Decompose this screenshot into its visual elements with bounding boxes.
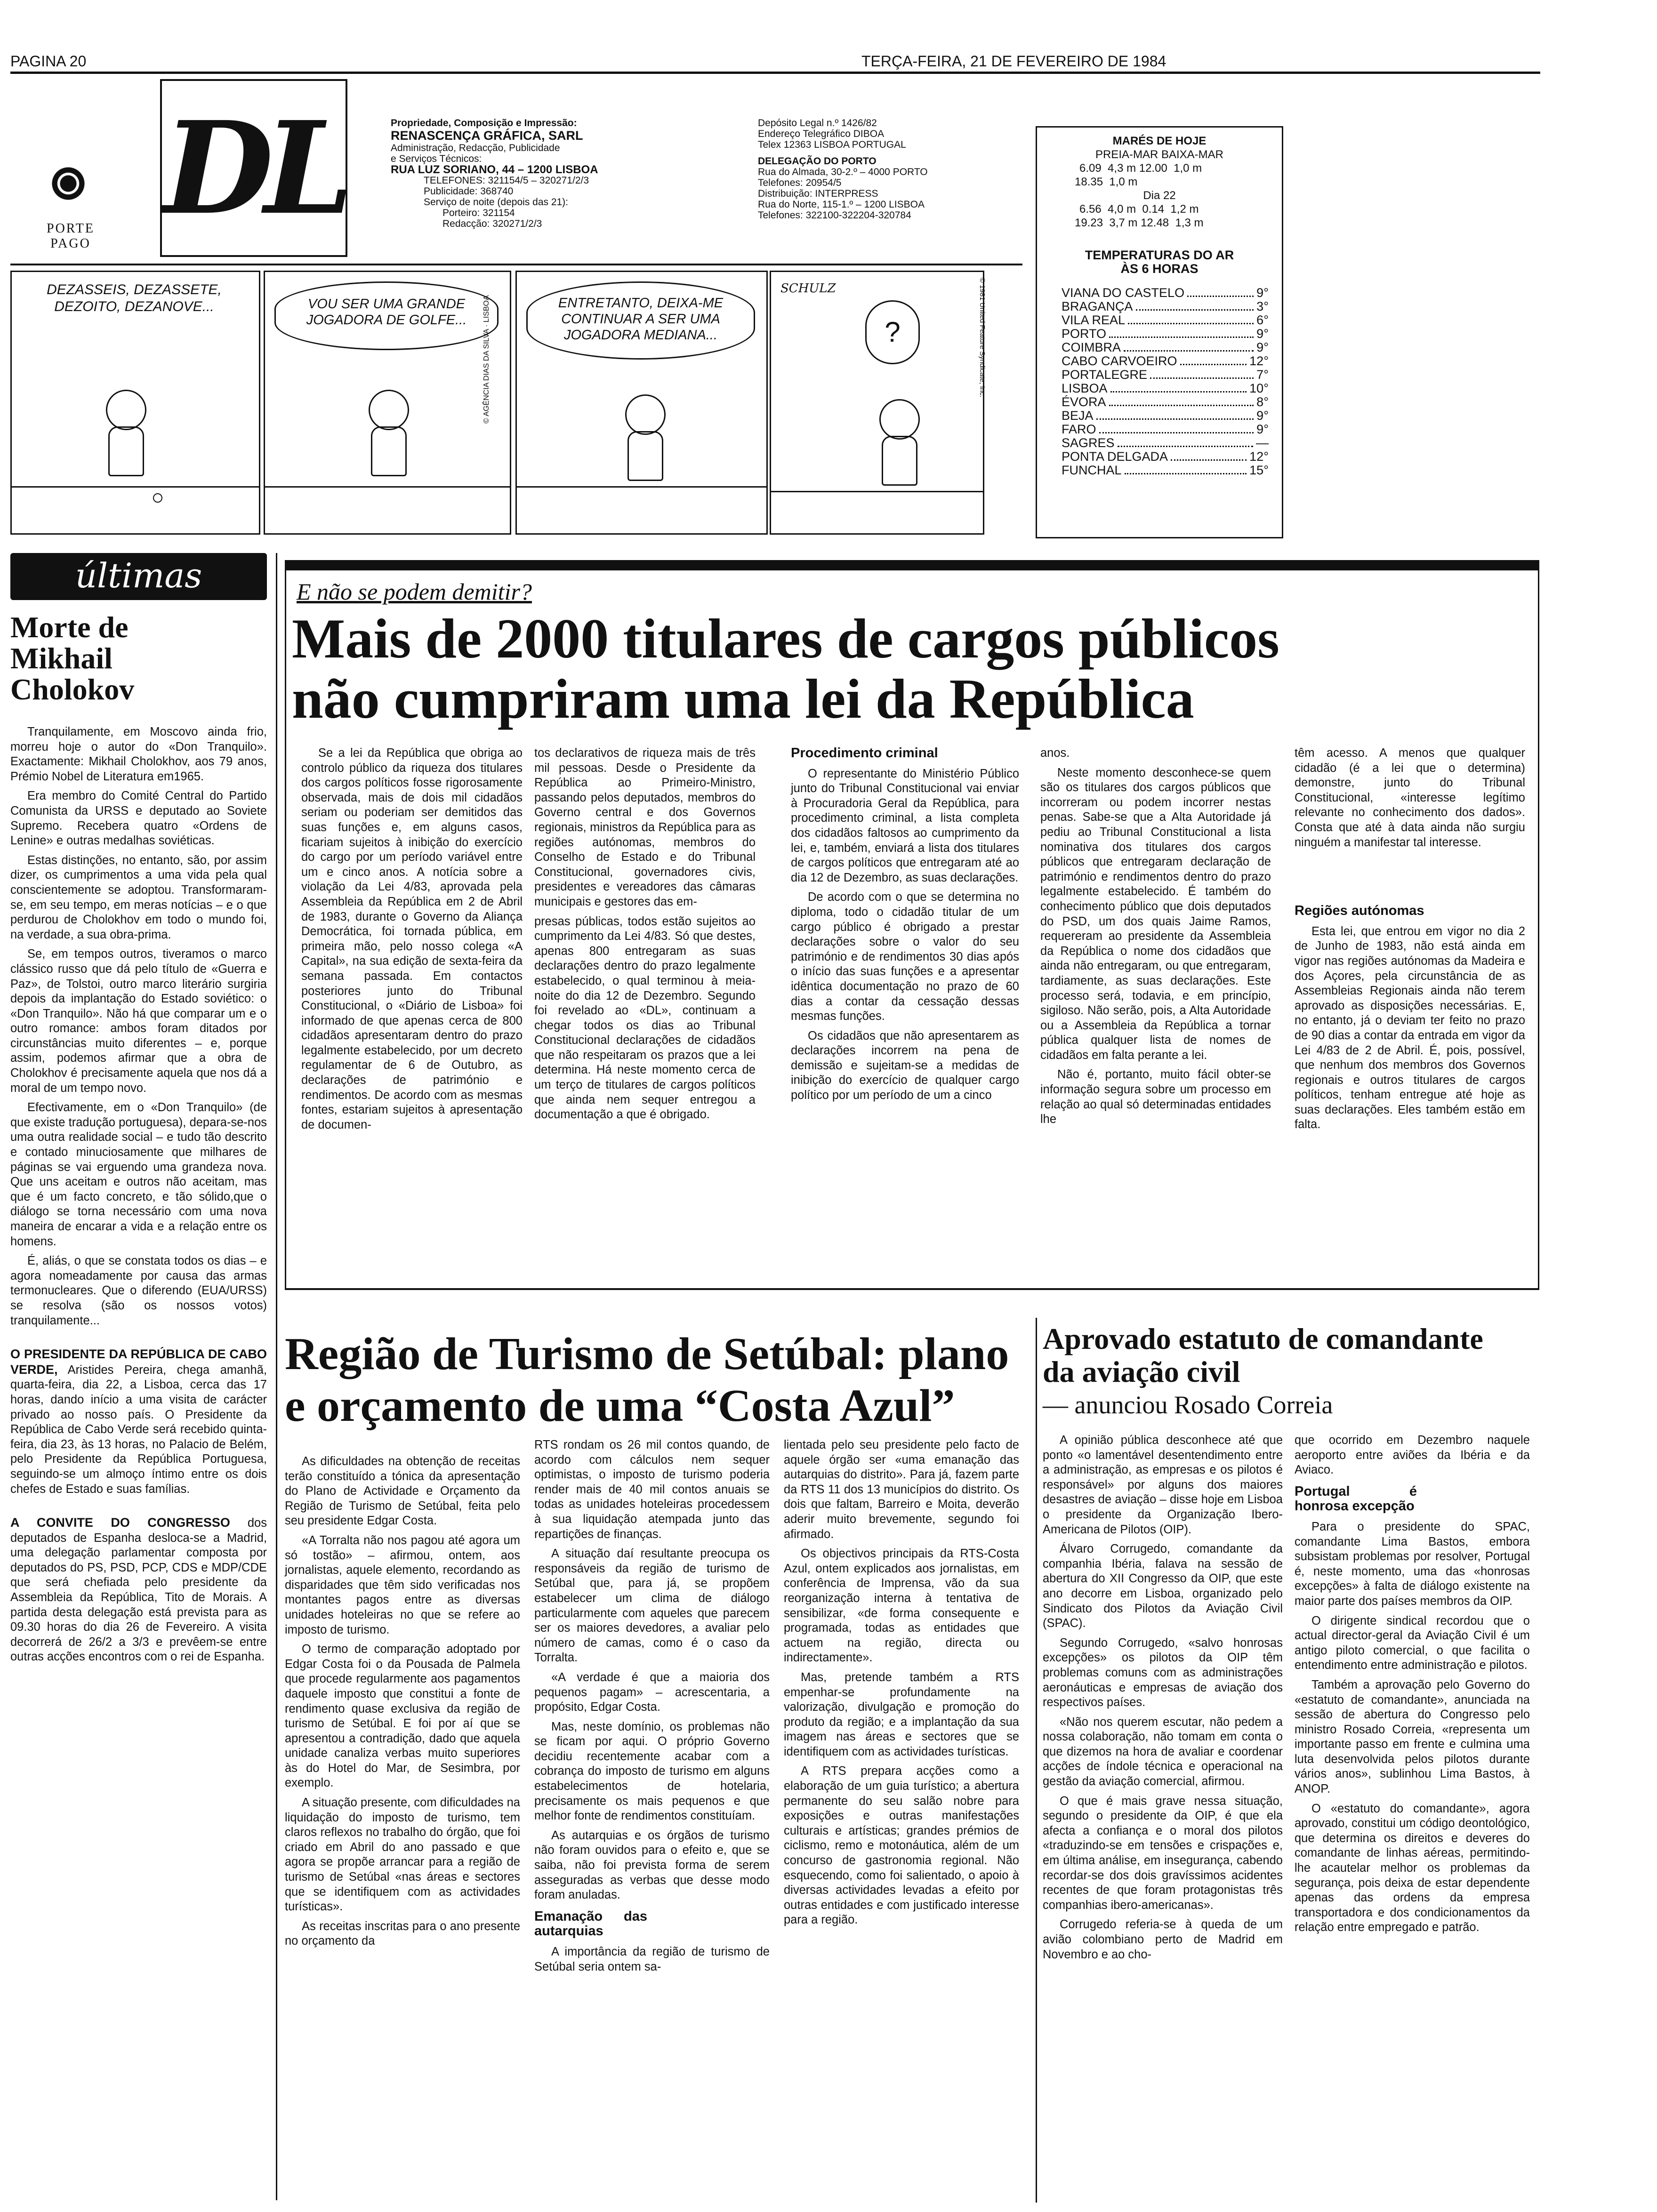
aviacao-paragraph: «Não nos querem escutar, não pedem a nossa colaboração, não tomam em conta o que dizemos na hora de avaliar e coordenar acções de índole técnica e operacional na gestão da aviação comercial, afirmou. [1043,1715,1283,1788]
city-name: CABO CARVOEIRO [1062,354,1177,368]
ownership-line: Redacção: 320271/2/3 [442,218,542,229]
city-name: FUNCHAL [1062,463,1122,477]
turismo-paragraph: A RTS prepara acções como a elaboração de um guia turístico; a abertura permanente do seu salão nobre para exposições e outras manifestações culturais e artísticas; grandes prémios de ciclismo, remo e motonáutica, além de um concurso de gastronomia regional. Não esquecendo, como foi salientado, o apoio à diversas actividades levadas a efeito por outras entidades e com justificado interesse para a região. [784,1764,1019,1927]
temperature-value: 9° [1256,340,1269,354]
lead-headline-2: não cumpriram uma lei da República [292,667,1194,730]
comic-panel-2 [264,271,511,535]
comic-copyright: © 1981 United Feature Syndicate, Inc. [978,278,986,398]
tide-row: 6.56 4,0 m 0.14 1,2 m [1079,203,1199,216]
turismo-paragraph: Mas, pretende também a RTS empenhar-se profundamente na valorização, divulgação e promoção do produto da região; e a implantação da sua imagem nas áreas e sectores que se identifiquem com as actividades turísticas. [784,1670,1019,1758]
city-name: PORTALEGRE [1062,368,1148,382]
ultimas-column [10,725,267,1669]
contact-line: Rua do Almada, 30-2.º – 4000 PORTO [758,167,928,177]
masthead-logo-box [160,79,347,257]
ownership-line: e Serviços Técnicos: [391,153,482,164]
turismo-paragraph: O termo de comparação adoptado por Edgar Costa foi o da Pousada de Palmela que procede regularmente aos pagamentos daquele imposto que constitui a fonte de rendimento quase exclusiva da região de turismo de Setúbal. E foi por aí que se apresentou a contradição, dado que aquela unidade canaliza verbas muito superiores às do Hotel do Mar, de Sesimbra, por exemplo. [285,1643,520,1790]
contact-line: Rua do Norte, 115-1.º – 1200 LISBOA [758,199,925,210]
temperature-row [1062,286,1269,300]
leader-dots [1187,296,1254,297]
temperature-value: 7° [1256,368,1269,382]
ultimas-paragraph: É, aliás, o que se constata todos os dias – e agora nomeadamente por causa das armas termonucleares. Que o diferendo (EUA/URSS) se resolva (são os nossos votos) tranquilamente... [10,1254,267,1327]
leader-dots [1110,391,1247,393]
contact-line: Endereço Telegráfico DIBOA [758,128,885,139]
aviacao-paragraph: Para o presidente do SPAC, comandante Lima Bastos, embora subsistam problemas por resolver, Portugal é, neste momento, uma das «honrosas excepções» à falta de diálogo existente na maior parte dos países membros da OIP. [1295,1520,1530,1608]
turismo-paragraph: «A Torralta não nos pagou até agora um só tostão» – afirmou, ontem, aos jornalistas, aquele elemento, recordando as disparidades que têm sido verificadas nos montantes pagos entre as diversas unidades hoteleiras no que se refere ao imposto de turismo. [285,1533,520,1636]
city-name: SAGRES [1062,436,1115,450]
turismo-paragraph: As dificuldades na obtenção de receitas terão constituído a tónica da apresentação do Plano de Actividade e Orçamento da Região de Turismo de Setúbal, feita pelo seu presidente Edgar Costa. [285,1455,520,1528]
leader-dots [1118,446,1253,447]
comic-text-2: VOU SER UMA GRANDE JOGADORA DE GOLFE... [306,297,467,328]
ball-icon [153,493,162,503]
lead-paragraph: tos declarativos de riqueza mais de três mil pessoas. Desde o Presidente da República ao Primeiro-Ministro, passando pelos deputados, membros do Governo central e dos Governos regionais, ministros da República para as regiões autónomas, membros do Conselho de Estado e do Tribunal Constitucional, governadores civis, presidentes e vereadores das câmaras municipais e gestores das em- [534,746,756,908]
temperature-row [1062,300,1269,313]
aviacao-subhead: Portugal é honrosa excepção [1295,1483,1417,1514]
aviacao-headline-2: da aviação civil [1043,1355,1240,1388]
contact-info [758,118,1040,221]
comic-side-credit: © AGÊNCIA DIAS DA SILVA · LISBOA [483,295,491,424]
comic-signature: SCHULZ [780,281,836,296]
city-name: BEJA [1062,409,1094,423]
ultimas-paragraph: Efectivamente, em o «Don Tranquilo» (de que existe tradução portuguesa), depara-se-nos uma outra realidade social – e tudo tão descrito e contado minuciosamente que milhares de páginas se vai erguendo uma grandeza nova. Que uns aceitam e outros não aceitam, mas que é um facto concreto, e tão sólido,que o diálogo se torna necessário com uma nova maneira de encarar a vida e a relação entre os homens. [10,1101,267,1248]
ultimas-item-lead: O PRESIDENTE DA REPÚBLICA DE CABO VERDE, [10,1347,267,1377]
leader-dots [1124,350,1254,352]
character-body [882,436,917,486]
character-body [371,426,407,476]
lead-col-3 [791,746,1019,1108]
aviacao-paragraph: Corrugedo referia-se à queda de um avião colombiano perto de Madrid em Novembro e ao cho- [1043,1918,1283,1961]
ownership-line: Administração, Redacção, Publicidade [391,143,560,153]
lead-bottom-rule [285,1288,1539,1290]
contact-line: Distribuição: INTERPRESS [758,188,878,199]
ultimas-item [10,1515,267,1665]
grass-line [517,486,766,488]
contact-line: Telefones: 20954/5 [758,177,842,188]
aviacao-headline-1: Aprovado estatuto de comandante [1043,1322,1483,1355]
aviacao-paragraph: Também a aprovação pelo Governo do «estatuto de comandante», anunciada na sessão de abertura do Congresso pelo ministro Rosado Correia, «representa um importante passo em frente e culmina uma luta desenvolvida pelos pilotos durante vários anos», sublinhou Lima Bastos, à ANOP. [1295,1678,1530,1796]
temperature-value: 9° [1256,327,1269,341]
weather-box [1036,126,1283,538]
lead-subhead: Procedimento criminal [791,745,938,761]
contact-line: Telex 12363 LISBOA PORTUGAL [758,139,906,150]
comic-panel-4 [770,271,984,535]
aviacao-subtitle: — anunciou Rosado Correia [1043,1391,1333,1419]
ultimas-label: últimas [75,556,202,595]
ownership-line: TELEFONES: 321154/5 – 320271/2/3 [424,175,589,186]
leader-dots [1136,309,1254,311]
city-name: VILA REAL [1062,313,1126,327]
turismo-paragraph: Mas, neste domínio, os problemas não se ficam por aqui. O próprio Governo decidiu recentemente acabar com a cobrança do imposto de turismo em alguns estabelecimentos de hotelaria, precisamente os mais pequenos e que melhor fonte de rendimentos constituíam. [534,1720,770,1823]
ownership-line: Serviço de noite (depois das 21): [424,197,569,208]
temperature-value: — [1256,436,1269,450]
turismo-subhead: Emanação das autarquias [534,1908,647,1939]
temperature-row [1062,464,1269,477]
turismo-paragraph: As receitas inscritas para o ano presente no orçamento da [285,1919,520,1948]
ownership-line: Publicidade: 368740 [424,186,514,197]
turismo-paragraph: A situação presente, com dificuldades na liquidação do imposto de turismo, tem claros reflexos no trabalho do órgão, que foi criado em Abril do ano passado e que agora se propõe arrancar para a região de turismo de Setúbal «nas áreas e sectores que se identifiquem com as actividades turísticas». [285,1796,520,1914]
ownership-info [391,118,720,229]
turismo-paragraph: A situação daí resultante preocupa os responsáveis da região de turismo de Setúbal que, para já, se propõem estabelecer um clima de diálogo particularmente com aqueles que parecem ser os maiores devedores, a avaliar pelo número de camas, como é o caso da Torralta. [534,1547,770,1665]
temperature-row [1062,327,1269,341]
masthead-bottom-rule [10,264,1022,265]
lead-kicker: E não se podem demitir? [297,578,532,605]
tides-subtitle: PREIA-MAR BAIXA-MAR [1095,148,1224,161]
comic-text-1: DEZASSEIS, DEZASSETE, DEZOITO, DEZANOVE... [47,282,222,314]
ultimas-item-text: dos deputados de Espanha desloca-se a Madrid, uma delegação parlamentar composta por deputados do PS, PSD, PCP, CDS e MDP/CDE que será chefiada pelo presidente da Assembleia da República, Tito de Morais. A partida desta delegação está prevista para as 09.30 horas do dia 26 de Fevereiro. A visita decorrerá de 26/2 a 3/3 e prevêem-se entre outras acções encontros com o rei de Espanha. [10,1516,267,1664]
comic-panel-1 [10,271,260,535]
comic-bubble-2 [274,281,499,350]
issue-date: TERÇA-FEIRA, 21 DE FEVEREIRO DE 1984 [861,53,1166,70]
city-name: PONTA DELGADA [1062,449,1168,464]
temperature-value: 12° [1249,449,1269,464]
leader-dots [1125,473,1247,474]
leader-dots [1128,323,1254,324]
temperature-row [1062,395,1269,409]
turismo-col-3 [784,1438,1019,1932]
aviacao-paragraph: O que é mais grave nessa situação, segundo o presidente da OIP, é que ela afecta a confiança e o moral dos pilotos «traduzindo-se em tensões e crispações e, em última análise, em insegurança, cabendo recordar-se dos dois gravíssimos acidentes recentes de que foram protagonistas três companhias ibero-americanas». [1043,1794,1283,1912]
lead-paragraph: O representante do Ministério Público junto do Tribunal Constitucional vai enviar à Procuradoria Geral da República, para procedimento criminal, a lista completa dos cidadãos faltosos ao cumprimento da lei, e, também, enviará a lista dos titulares de cargos políticos que entregaram até ao dia 12 de Dezembro, as suas declarações. [791,767,1019,884]
lead-paragraph: Neste momento desconhece-se quem são os titulares dos cargos públicos que incorreram ou podem incorrer nestas penas. Sabe-se que a Alta Autoridade já pediu ao Tribunal Constitucional a lista nominativa dos titulares dos cargos públicos que entregaram declaração de património e rendimentos dentro do prazo legalmente estabelecido. É também do conhecimento público que dois deputados do PSD, um dos quais Jaime Ramos, requereram ao presidente da Assembleia da República o nome dos cidadãos que ainda não entregaram, ou que entregaram, tardiamente, as suas declarações. Este processo será, todavia, e em princípio, sigiloso. Não serão, pois, a Alta Autoridade ou a Assembleia da República a tornar pública qualquer lista de nomes de cidadãos em falta perante a lei. [1040,766,1271,1062]
leader-dots [1150,377,1254,379]
lead-right-rule [1538,560,1539,1290]
lead-col-2 [534,746,756,1127]
leader-dots [1171,459,1247,461]
aviacao-col-1 [1043,1433,1283,1967]
aviacao-paragraph: Álvaro Corrugedo, comandante da companhia Ibéria, falava na sessão de abertura do XII Congresso da OIP, que este ano decorre em Lisboa, organizado pelo Sindicato dos Pilotos da Aviação Civil (SPAC). [1043,1542,1283,1630]
turismo-headline-1: Região de Turismo de Setúbal: plano [285,1329,1009,1379]
temperature-row [1062,409,1269,423]
ultimas-item-text: Aristides Pereira, chega amanhã, quarta-feira, dia 22, a Lisboa, cerca das 17 horas, dando início a uma visita de carácter privado ao nosso país. O Presidente da República de Cabo Verde será recebido quinta-feira, dia 23, às 13 horas, no Palacio de Belém, pelo Presidente da República Portuguesa, seguindo-se um almoço íntimo entre os dois chefes de Estado e suas famílias. [10,1363,267,1496]
turismo-paragraph: Os objectivos principais da RTS-Costa Azul, ontem explicados aos jornalistas, em conferência de Imprensa, vão da sua reorganização interna à tentativa de sensibilizar, «de forma consequente e programada, todas as entidades que actuem na região, directa ou indirectamente». [784,1547,1019,1665]
lead-paragraph: Não é, portanto, muito fácil obter-se informação segura sobre um processo em relação ao qual só determinadas entidades lhe [1040,1068,1271,1126]
turismo-paragraph: «A verdade é que a maioria dos pequenos pagam» – acrescentaria, a propósito, Edgar Costa. [534,1670,770,1714]
comic-panel-3 [515,271,768,535]
character-figure [106,390,146,430]
tide-row: 19.23 3,7 m 12.48 1,3 m [1075,216,1204,229]
temperature-value: 3° [1256,299,1269,313]
turismo-paragraph: A importância da região de turismo de Setúbal seria ontem sa- [534,1945,770,1973]
temperature-value: 12° [1249,354,1269,368]
tide-row: Dia 22 [1143,189,1176,202]
comic-bubble-4 [865,300,920,364]
lead-left-rule [285,560,286,1290]
lead-headline-1: Mais de 2000 titulares de cargos públicos [292,607,1279,670]
contact-line: Telefones: 322100-322204-320784 [758,210,911,221]
leader-dots [1099,432,1254,433]
tides-title: MARÉS DE HOJE [1112,135,1207,147]
temperature-value: 6° [1256,313,1269,327]
lead-paragraph: anos. [1040,746,1070,760]
temperature-row [1062,368,1269,382]
grass-line [265,486,510,488]
city-name: PORTO [1062,327,1107,341]
ultimas-headline: Morte de Mikhail Cholokov [10,610,135,706]
aviacao-paragraph: Segundo Corrugedo, «salvo honrosas excepções» os pilotos da OIP têm problemas comuns com as administrações aeronáuticas e empresas de aviação dos respectivos países. [1043,1636,1283,1709]
tide-row: 6.09 4,3 m 12.00 1,0 m [1079,162,1202,175]
sidebar-divider [276,553,277,2200]
temperature-value: 10° [1249,381,1269,395]
temperature-row [1062,423,1269,436]
ultimas-paragraph: Tranquilamente, em Moscovo ainda frio, morreu hoje o autor do «Don Tranquilo». Exactamente: Mikhail Cholokhov, aos 79 anos, Prémio Nobel de Literatura em1965. [10,725,267,783]
comic-text-4: ? [885,316,901,348]
temperature-row [1062,341,1269,354]
temperature-row [1062,436,1269,450]
ultimas-item [10,1347,267,1497]
crest-icon [49,165,87,202]
ultimas-paragraph: Se, em tempos outros, tiveramos o marco clássico russo que dá pelo título de «Guerra e Paz», de Tolstoi, outro marco literário surgiria depois da implantação do Estado soviético: o «Don Tranquilo». Não há que comparar um e o outro romance: ambos foram ditados por circunstâncias muito diferentes – e, porque assim, podemos afirmar que a obra de Cholokhov é precisamente aquela que nos dá a moral de um tempo novo. [10,947,267,1095]
temperature-row [1062,354,1269,368]
temperature-value: 9° [1256,422,1269,436]
leader-dots [1109,337,1254,338]
aviacao-paragraph: O «estatuto do comandante», agora aprovado, constitui um código deontológico, que determina os direitos e deveres do comandante de linhas aéreas, permitindo-lhe acautelar melhor os problemas da segurança, pois deixa de estar dependente apenas das ordens da empresa transportadora e dos condicionamentos da relação entre empregado e patrão. [1295,1802,1530,1934]
temps-title: TEMPERATURAS DO AR [1085,248,1234,262]
city-name: COIMBRA [1062,340,1121,354]
ownership-line: RENASCENÇA GRÁFICA, SARL [391,128,583,143]
city-name: VIANA DO CASTELO [1062,286,1185,300]
contact-line: Depósito Legal n.º 1426/82 [758,118,877,128]
turismo-paragraph: RTS rondam os 26 mil contos quando, de acordo com cálculos nem sequer optimistas, o imposto de turismo poderia render mais de 40 mil contos anuais se todas as unidades hoteleiras procedessem à sua liquidação atempada junto das repartições de finanças. [534,1438,770,1541]
contact-line: DELEGAÇÃO DO PORTO [758,156,877,167]
city-name: FARO [1062,422,1096,436]
turismo-paragraph: As autarquias e os órgãos de turismo não foram ouvidos para o efeito e, que se saiba, não foi prevista forma de serem asseguradas as verbas que desse modo foram anuladas. [534,1828,770,1902]
character-body [627,431,663,481]
lead-col-4 [1040,746,1271,1132]
temps-subtitle: ÀS 6 HORAS [1120,262,1199,276]
grass-line [12,486,259,488]
temperature-list [1037,286,1282,477]
temperature-value: 9° [1256,286,1269,300]
lead-paragraph: têm acesso. A menos que qualquer cidadão (é a lei que o determina) demonstre, junto do Tribunal Constitucional, «interesse legítimo relevante no conhecimento dos dados». Consta que até à data ainda não surgiu ninguém a manifestar tal interesse. [1295,746,1525,849]
lead-paragraph: De acordo com o que se determina no diploma, todo o cidadão titular de um cargo público é obrigado a prestar declarações sobre o valor do seu património e de rendimentos 30 dias após o início das suas funções e a apresentar idêntica documentação no prazo de 60 dias a contar da cessação dessas mesmas funções. [791,890,1019,1023]
grass-line [771,491,983,492]
logo: DL [163,93,344,243]
header-rule [10,72,1540,74]
lead-col-1 [301,746,523,1137]
lead-paragraph: Esta lei, que entrou em vigor no dia 2 de Junho de 1983, não está ainda em vigor nas regiões autónomas da Madeira e dos Açores, pela circunstância de as Assembleias Regionais ainda não terem aprovado as disposições necessárias. E, no entanto, já o deviam ter feito no prazo de 90 dias a contar da entrada em vigor da Lei 4/83 de 2 de Abril. É, pois, possível, que nenhum dos membros dos Governos regionais e outros titulares de cargos políticos, tenham entregue até hoje as suas declarações. Eles também estão em falta. [1295,924,1525,1131]
temperature-value: 15° [1249,463,1269,477]
turismo-headline-2: e orçamento de uma “Costa Azul” [285,1380,955,1431]
aviacao-paragraph: A opinião pública desconhece até que ponto «o lamentável desentendimento entre a administração, as empresas e os pilotos é responsável» por alguns dos maiores desastres de aviação – disse hoje em Lisboa o presidente da Organização Ibero-Americana de Pilotos (OIP). [1043,1434,1283,1536]
aviacao-divider [1036,1318,1037,2203]
temperature-value: 8° [1256,395,1269,409]
ownership-line: Propriedade, Composição e Impressão: [391,118,577,128]
ultimas-paragraph: Estas distinções, no entanto, são, por assim dizer, os cumprimentos a uma vida pela qual conscientemente se adoptou. Transformaram-se, em seu tempo, em meras notícias – e o que perdurou de Cholokhov em todo o mundo foi, na verdade, a sua obra-prima. [10,853,267,941]
character-figure [369,390,409,430]
character-figure [625,394,666,435]
turismo-paragraph: lientada pelo seu presidente pelo facto de aquele órgão ser «uma emanação das autarquias do distrito». Para já, fazem parte da RTS 11 dos 13 municípios do distrito. Os dois que faltam, Barreiro e Moita, deverão aderir muito brevemente, segundo foi afirmado. [784,1438,1019,1541]
leader-dots [1109,405,1254,406]
lead-paragraph: presas públicas, todos estão sujeitos ao cumprimento da Lei 4/83. Só que destes, apenas 800 entregaram as suas declarações dentro do prazo legalmente estabelecido, o qual terminou à meia-noite do dia 12 de Dezembro. Segundo foi revelado ao «DL», continuam a chegar todos os dias ao Tribunal Constitucional declarações de cidadãos que não respeitaram os prazos que a lei determina. Há neste momento cerca de um terço de titulares de cargos políticos que ainda nem sequer entregou a documentação a que é obrigado. [534,914,756,1122]
ownership-line: RUA LUZ SORIANO, 44 – 1200 LISBOA [391,163,598,176]
temperature-value: 9° [1256,409,1269,423]
city-name: ÉVORA [1062,395,1106,409]
city-name: LISBOA [1062,381,1108,395]
ownership-line: Porteiro: 321154 [442,208,515,218]
lead-paragraph: Se a lei da República que obriga ao controlo público da riqueza dos titulares dos cargos políticos fosse rigorosamente observada, mais de dois mil cidadãos seriam ou poderiam ser demitidos das suas funções e, em alguns casos, ficariam sujeitos à inibição do exercício do cargo por um período variável entre um e cinco anos. A notícia sobre a violação da Lei 4/83, aprovada pela Assembleia da República em 2 de Abril de 1983, durante o Governo da Aliança Democrática, foi tornada pública, em primeira mão, pelo nosso colega «A Capital», na sua edição de sexta-feira da semana passada. Em contactos posteriores junto do Tribunal Constitucional, o «Diário de Lisboa» foi informado de que apenas cerca de 800 cidadãos apresentaram dentro do prazo legalmente estabelecido, por um decreto regulamentar de 6 de Outubro, as declarações de património e rendimentos. De acordo com as mesmas fontes, estariam sujeitos à apresentação de documen- [301,746,523,1131]
comic-bubble-3 [526,281,755,360]
lead-top-bar [285,560,1539,570]
lead-subhead: Regiões autónomas [1295,903,1424,919]
lead-col-5 [1295,746,1525,1137]
leader-dots [1180,364,1247,365]
character-figure [879,399,920,440]
lead-paragraph: Os cidadãos que não apresentarem as declarações incorrem na pena de demissão e sujeitam-se a medidas de inibição do exercício de qualquer cargo político por um período de um a cinco [791,1029,1019,1102]
aviacao-col-2 [1295,1433,1530,1940]
character-body [108,426,144,476]
temperature-row [1062,313,1269,327]
turismo-col-1 [285,1454,520,1954]
ultimas-item-lead: A CONVITE DO CONGRESSO [10,1515,230,1530]
city-name: BRAGANÇA [1062,299,1133,313]
aviacao-paragraph: O dirigente sindical recordou que o actual director-geral da Aviação Civil é um antigo piloto comercial, o que facilita o entendimento entre administração e pilotos. [1295,1614,1530,1672]
ultimas-banner [10,553,267,600]
temperature-row [1062,450,1269,464]
aviacao-paragraph: que ocorrido em Dezembro naquele aeroporto entre aviões da Ibéria e da Aviaco. [1295,1434,1530,1477]
page-number: PAGINA 20 [10,53,87,70]
tide-row: 18.35 1,0 m [1075,176,1138,188]
turismo-col-2 [534,1438,770,1979]
ultimas-paragraph: Era membro do Comité Central do Partido Comunista da URSS e deputado ao Soviete Supremo. Recebera quatro «Ordens de Lenine» e outras medalhas soviéticas. [10,789,267,848]
leader-dots [1096,418,1254,420]
comic-text-3: ENTRETANTO, DEIXA-ME CONTINUAR A SER UMA JOGADORA MEDIANA... [558,296,724,343]
temperature-row [1062,382,1269,395]
porte-pago-label: PORTE PAGO [47,221,95,251]
